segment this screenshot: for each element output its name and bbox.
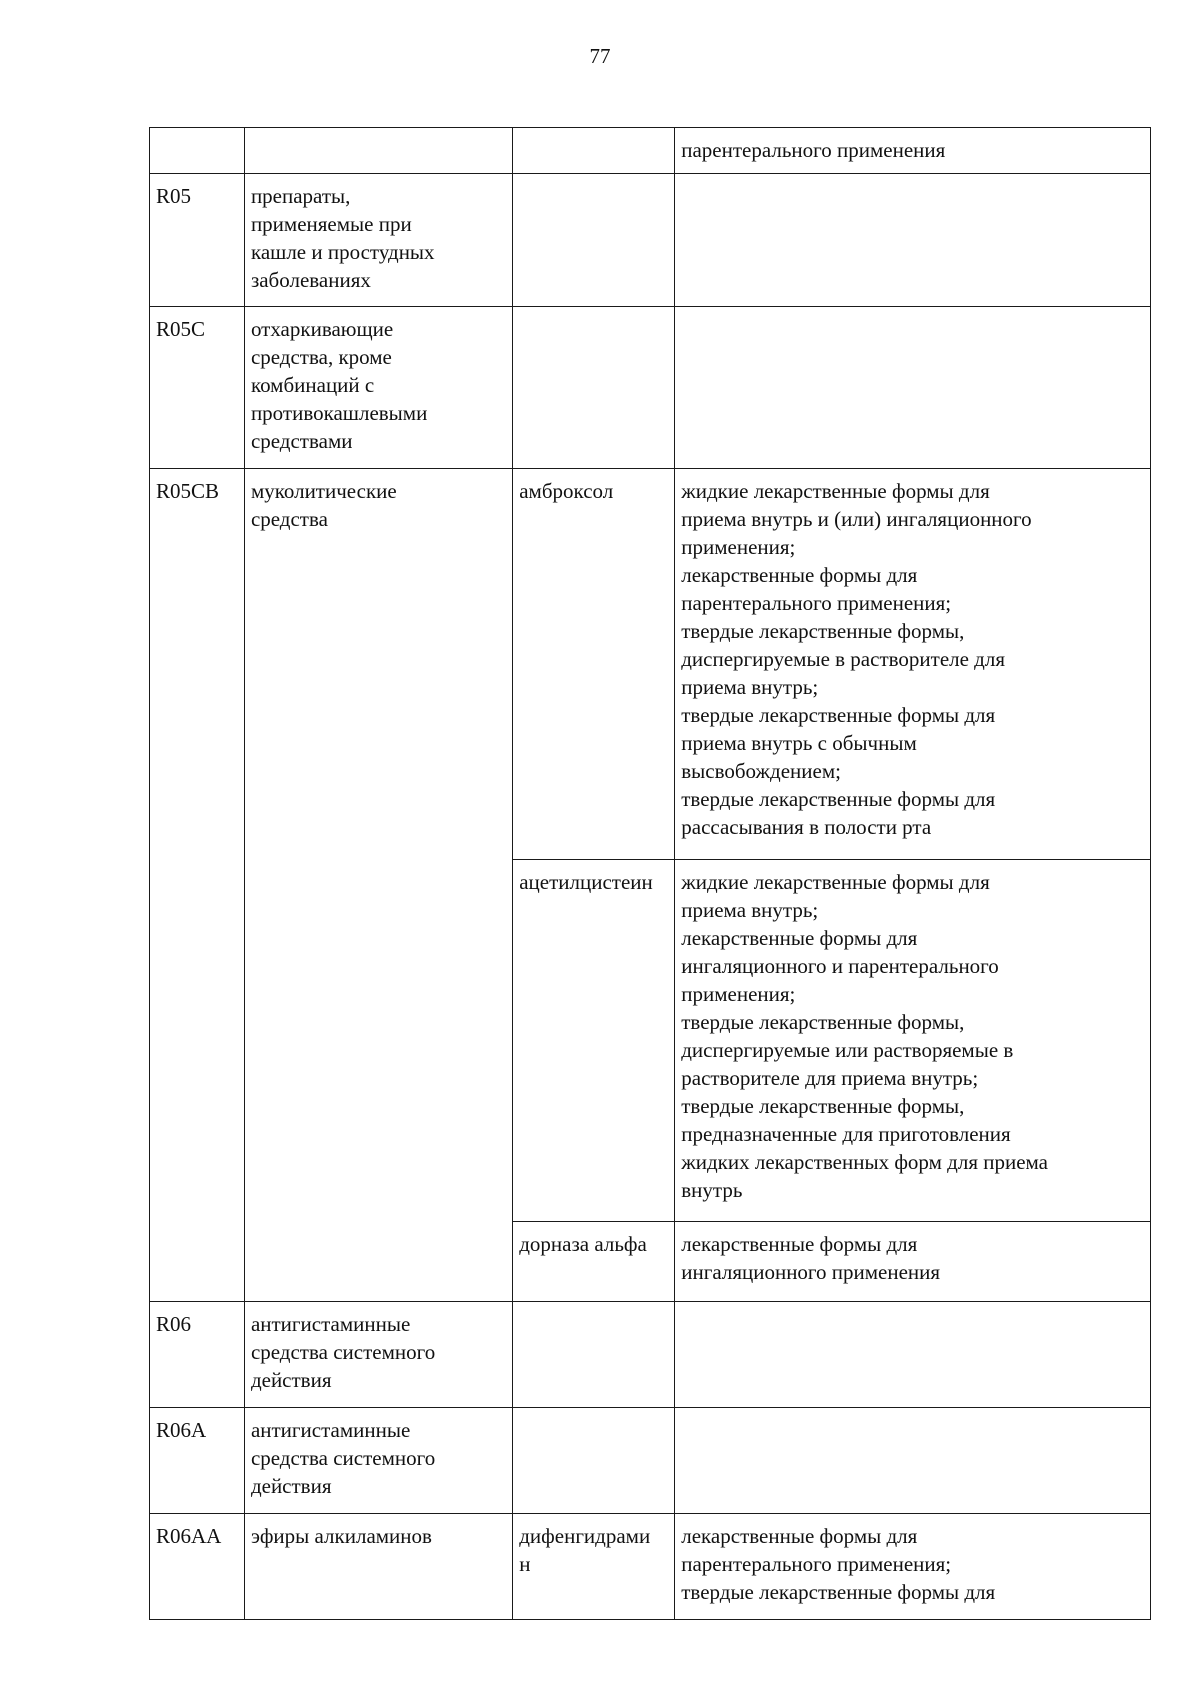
dosage-forms-cell: жидкие лекарственные формы для приема внутрь; лекарственные формы для ингаляционного и парентерального применения; твердые лекарственные формы, диспергируемые или растворяемые в растворителе для приема внутрь; твердые лекарственные формы, предназначенные для приготовления жидких лекарственных форм для приема внутрь [675,860,1151,1222]
group-cell: эфиры алкиламинов [244,1514,512,1620]
drug-name-cell [513,1408,675,1514]
drug-name-cell [513,128,675,174]
atc-code-cell: R06AA [150,1514,245,1620]
table-row [150,128,1151,174]
dosage-forms-cell: парентерального применения [675,128,1151,174]
table-row [150,1514,1151,1620]
page-number: 77 [589,44,611,68]
drug-name-cell [513,1302,675,1408]
atc-code-cell: R06 [150,1302,245,1408]
table-row [150,860,1151,1222]
group-cell: антигистаминные средства системного действия [244,1302,512,1408]
atc-code-cell: R05CB [150,469,245,860]
table-row [150,174,1151,307]
atc-code-cell [150,128,245,174]
group-cell-continued [244,1222,512,1302]
table-row [150,1302,1151,1408]
atc-code-cell: R06A [150,1408,245,1514]
group-cell-continued [244,860,512,1222]
group-cell: антигистаминные средства системного действия [244,1408,512,1514]
drug-name-cell: дорназа альфа [513,1222,675,1302]
group-cell: препараты, применяемые при кашле и простудных заболеваниях [244,174,512,307]
table-row [150,1222,1151,1302]
drug-name-cell: дифенгидрами н [513,1514,675,1620]
drug-name-cell [513,307,675,469]
dosage-forms-cell [675,1302,1151,1408]
table-row [150,307,1151,469]
dosage-forms-cell: жидкие лекарственные формы для приема внутрь и (или) ингаляционного применения; лекарственные формы для парентерального применения; твердые лекарственные формы, диспергируемые в растворителе для приема внутрь; твердые лекарственные формы для приема внутрь с обычным высвобождением; твердые лекарственные формы для рассасывания в полости рта [675,469,1151,860]
dosage-forms-cell [675,307,1151,469]
group-cell [244,128,512,174]
atc-code-cell-continued [150,860,245,1222]
dosage-forms-cell [675,174,1151,307]
dosage-forms-cell: лекарственные формы для парентерального применения; твердые лекарственные формы для [675,1514,1151,1620]
drug-name-cell [513,174,675,307]
drug-list-table [149,127,1151,1620]
atc-code-cell: R05 [150,174,245,307]
group-cell: отхаркивающие средства, кроме комбинаций с противокашлевыми средствами [244,307,512,469]
drug-name-cell: амброксол [513,469,675,860]
dosage-forms-cell [675,1408,1151,1514]
atc-code-cell: R05C [150,307,245,469]
atc-code-cell-continued [150,1222,245,1302]
table-row [150,1408,1151,1514]
table-row [150,469,1151,860]
group-cell: муколитические средства [244,469,512,860]
drug-name-cell: ацетилцистеин [513,860,675,1222]
dosage-forms-cell: лекарственные формы для ингаляционного применения [675,1222,1151,1302]
